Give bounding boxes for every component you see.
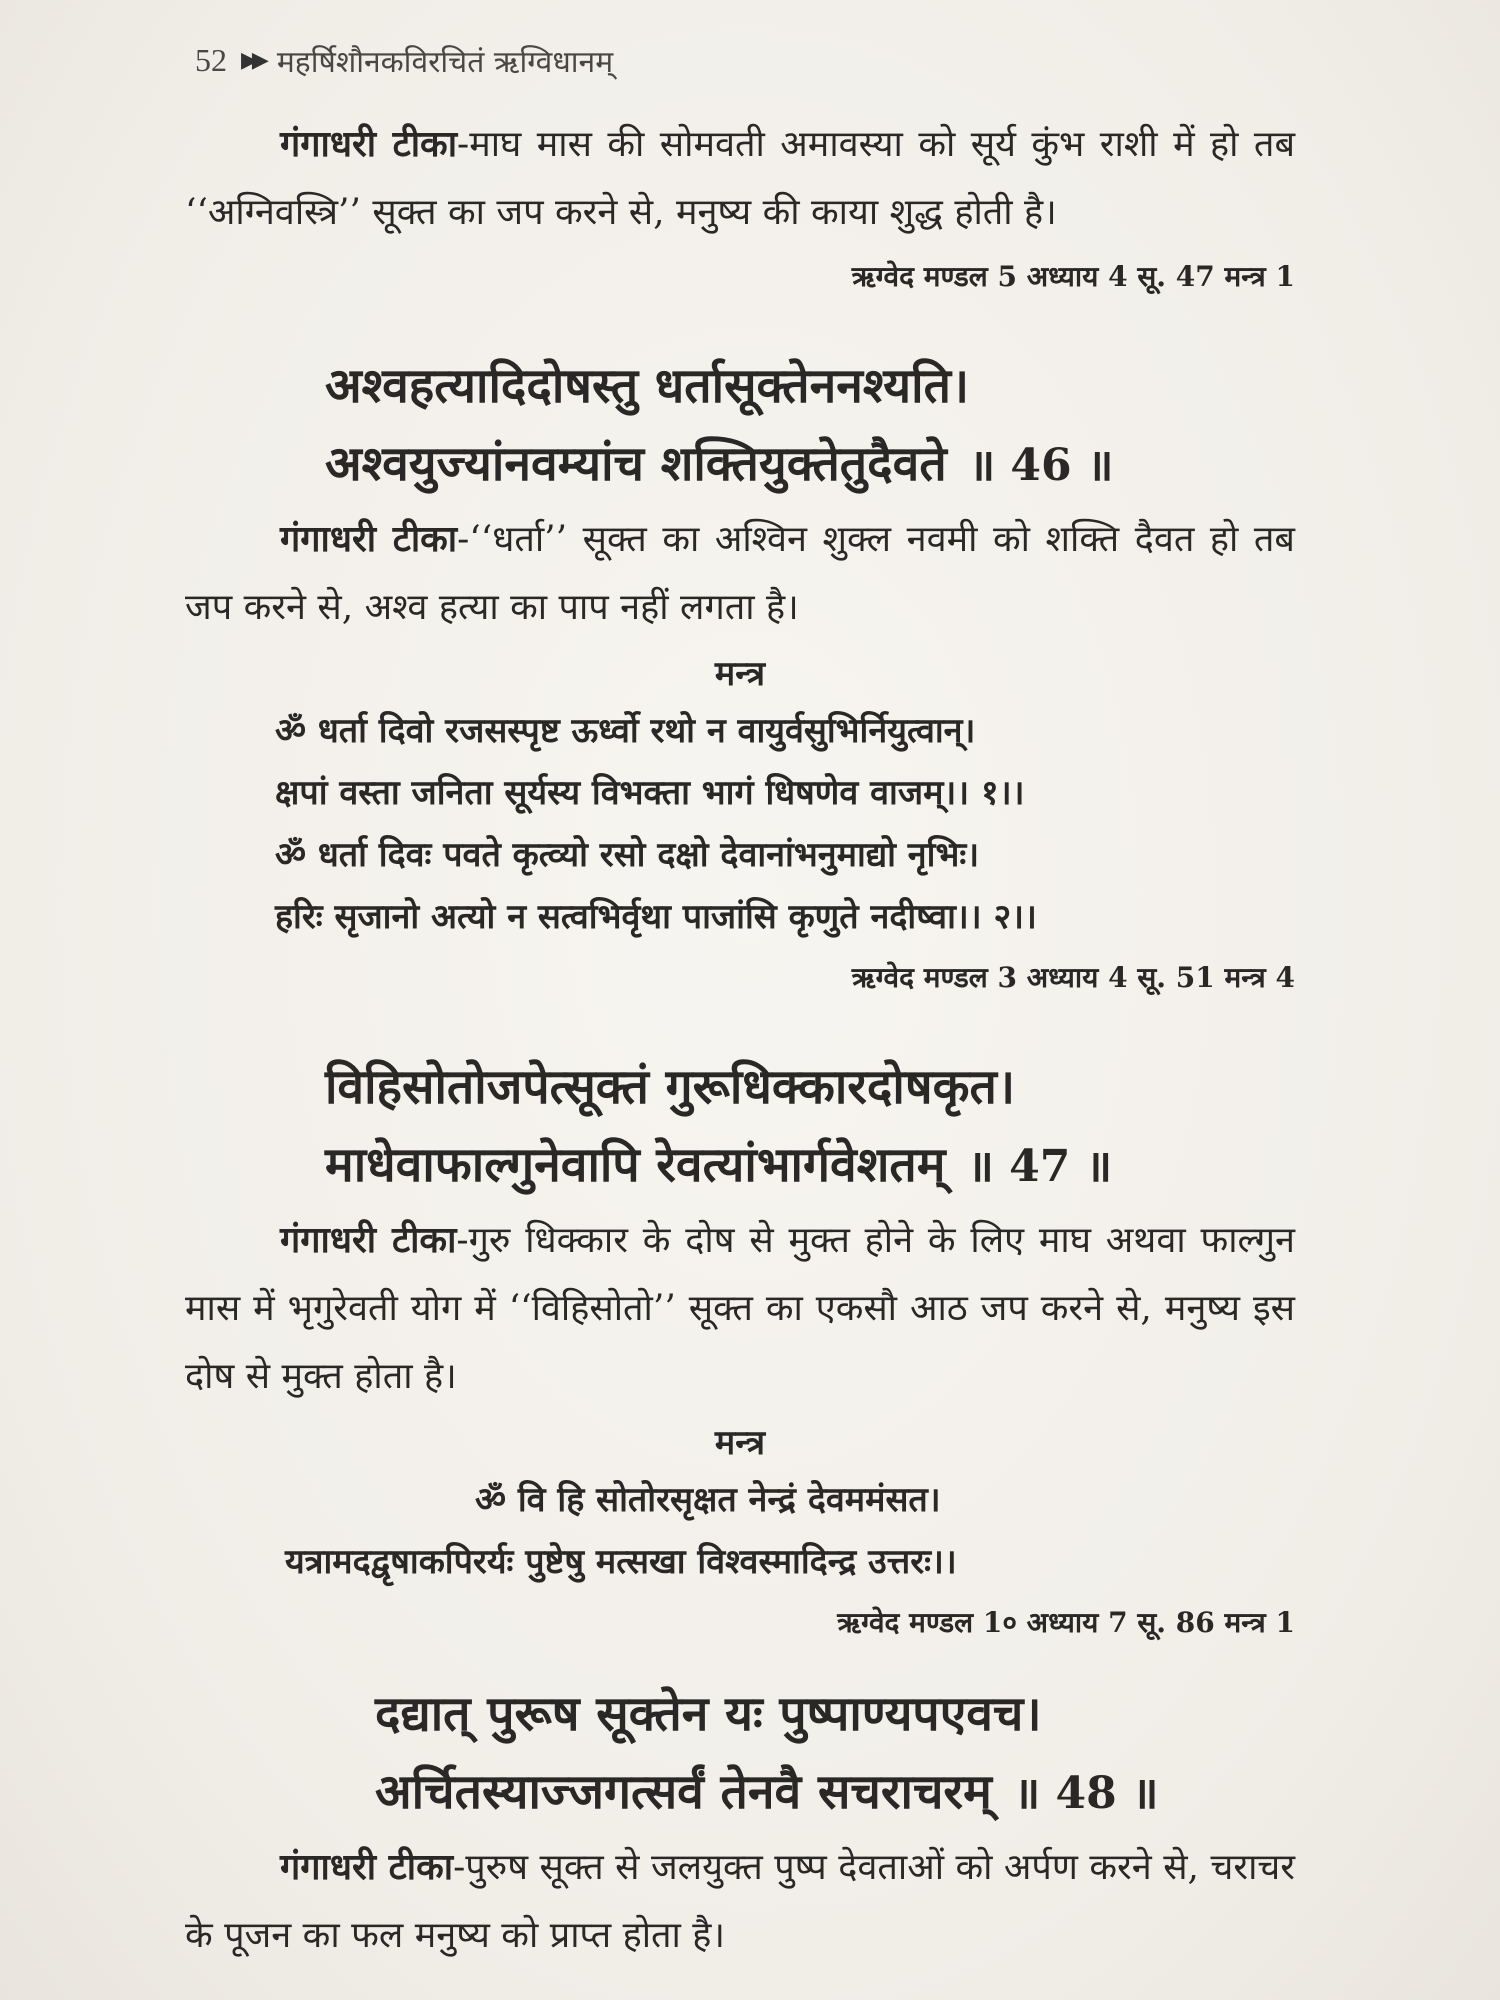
rigveda-reference: ऋग्वेद मण्डल 1० अध्याय 7 सू. 86 मन्त्र 1: [837, 1606, 1295, 1639]
mantra-heading: मन्त्र: [714, 654, 766, 694]
mantra-line: ॐ वि हि सोतोरसृक्षत नेन्द्रं देवममंसत।: [475, 1480, 941, 1520]
verse-48: [185, 1675, 1295, 1833]
commentary-lead: गंगाधरी टीका: [280, 123, 458, 165]
verse-47: [185, 1048, 1295, 1206]
page-content: [185, 110, 1295, 1970]
verse-number: ॥ 48 ॥: [1013, 1768, 1159, 1819]
page-number: 52: [195, 42, 227, 78]
verse-line: विहिसोतोजपेत्सूक्तं गुरूधिक्कारदोषकृत।: [325, 1059, 1016, 1115]
mantra-block: [185, 700, 1295, 948]
commentary-paragraph: [185, 1206, 1295, 1411]
commentary-text: -गुरु धिक्कार के दोष से मुक्त होने के लिए माघ अथवा फाल्गुन मास में भृगुरेवती योग में ‘‘विहिसोतो’’ सूक्त का एकसौ आठ जप करने से, मनुष्य इस दोष से मुक्त होता है।: [185, 1220, 1295, 1397]
verse-number: ॥ 47 ॥: [967, 1141, 1113, 1192]
commentary-lead: गंगाधरी टीका: [280, 1846, 454, 1888]
running-title: महर्षिशौनकविरचितं ऋग्विधानम्: [276, 45, 614, 80]
verse-text: माधेवाफाल्गुनेवापि रेवत्यांभार्गवेशतम्: [325, 1137, 946, 1193]
rigveda-reference: ऋग्वेद मण्डल 5 अध्याय 4 सू. 47 मन्त्र 1: [851, 260, 1295, 293]
page-header: [195, 40, 613, 81]
commentary-paragraph: [185, 1833, 1295, 1970]
mantra-line: ॐ धर्ता दिवो रजसस्पृष्ट ऊर्ध्वो रथो न वायुर्वसुभिर्नियुत्वान्।: [275, 711, 976, 751]
verse-line: [325, 425, 1295, 505]
commentary-text: -‘‘धर्ता’’ सूक्त का अश्विन शुक्ल नवमी को शक्ति दैवत हो तब जप करने से, अश्व हत्या का पाप नहीं लगता है।: [185, 519, 1295, 628]
commentary-paragraph: [185, 505, 1295, 642]
double-arrow-icon: ▶▶: [241, 48, 263, 73]
mantra-line: ॐ धर्ता दिवः पवते कृत्व्यो रसो दक्षो देवानांभनुमाद्यो नृभिः।: [275, 835, 980, 875]
mantra-block: [185, 1469, 1295, 1593]
mantra-line: क्षपां वस्ता जनिता सूर्यस्य विभक्ता भागं धिषणेव वाजम्।। १।।: [275, 773, 1025, 813]
commentary-paragraph: [185, 110, 1295, 247]
commentary-lead: गंगाधरी टीका: [280, 1219, 457, 1261]
verse-line: [375, 1753, 1295, 1833]
verse-text: अश्वयुज्यांनवम्यांच शक्तियुक्तेतुदैवते: [325, 436, 947, 492]
commentary-lead: गंगाधरी टीका: [280, 518, 458, 560]
verse-line: दद्यात् पुरूष सूक्तेन यः पुष्पाण्यपएवच।: [375, 1686, 1042, 1742]
commentary-text: -माघ मास की सोमवती अमावस्या को सूर्य कुंभ राशी में हो तब ‘‘अग्निवस्त्रि’’ सूक्त का जप करने से, मनुष्य की काया शुद्ध होती है।: [185, 124, 1295, 233]
verse-46: [185, 347, 1295, 505]
commentary-text: -पुरुष सूक्त से जलयुक्त पुष्प देवताओं को अर्पण करने से, चराचर के पूजन का फल मनुष्य को प्राप्त होता है।: [185, 1847, 1295, 1956]
mantra-heading: मन्त्र: [714, 1423, 766, 1463]
verse-line: [325, 1126, 1295, 1206]
verse-text: अर्चितस्याज्जगत्सर्वं तेनवै सचराचरम्: [375, 1764, 992, 1820]
rigveda-reference: ऋग्वेद मण्डल 3 अध्याय 4 सू. 51 मन्त्र 4: [851, 961, 1295, 994]
verse-number: ॥ 46 ॥: [968, 440, 1114, 491]
mantra-line: यत्रामदद्वृषाकपिरर्यः पुष्टेषु मत्सखा विश्वस्मादिन्द्र उत्तरः।।: [285, 1542, 957, 1582]
verse-line: अश्वहत्यादिदोषस्तु धर्तासूक्तेननश्यति।: [325, 358, 970, 414]
mantra-line: हरिः सृजानो अत्यो न सत्वभिर्वृथा पाजांसि कृणुते नदीष्वा।। २।।: [275, 897, 1037, 937]
